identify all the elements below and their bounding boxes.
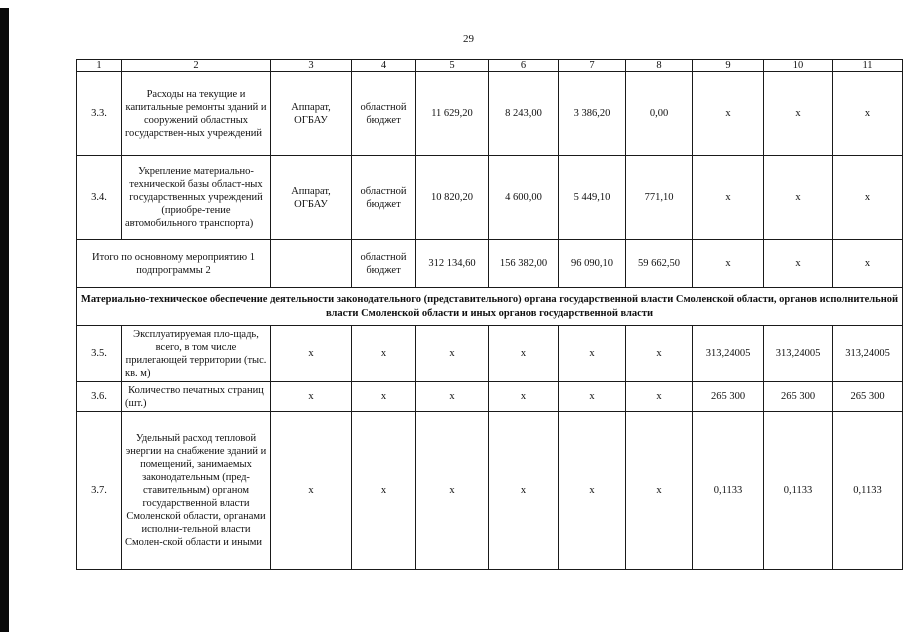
row-number: 3.6. xyxy=(77,382,122,412)
value-cell: 59 662,50 xyxy=(626,240,693,288)
executor-cell xyxy=(271,240,352,288)
source-cell: областной бюджет xyxy=(352,72,416,156)
table-row xyxy=(77,412,903,570)
page-number: 29 xyxy=(463,33,474,45)
section-title: Материально-техническое обеспечение деятельности законодательного (представительного) органа государственной власти Смоленской области, органов исполнительной власти Смоленской области и иных органов государственной власти xyxy=(77,288,903,326)
value-cell: х xyxy=(764,72,833,156)
value-cell: х xyxy=(489,382,559,412)
scan-edge-bar xyxy=(0,8,9,632)
total-row xyxy=(77,240,903,288)
column-header: 10 xyxy=(764,60,833,72)
value-cell: 265 300 xyxy=(693,382,764,412)
row-number: 3.7. xyxy=(77,412,122,570)
value-cell: х xyxy=(352,412,416,570)
value-cell: х xyxy=(559,382,626,412)
executor-cell: Аппарат, ОГБАУ xyxy=(271,156,352,240)
column-header: 3 xyxy=(271,60,352,72)
value-cell: х xyxy=(626,382,693,412)
value-cell: 0,00 xyxy=(626,72,693,156)
value-cell: 313,24005 xyxy=(764,326,833,382)
value-cell: х xyxy=(764,156,833,240)
value-cell: 0,1133 xyxy=(833,412,903,570)
row-number: 3.3. xyxy=(77,72,122,156)
table-row xyxy=(77,326,903,382)
value-cell: х xyxy=(833,240,903,288)
value-cell: 0,1133 xyxy=(764,412,833,570)
row-name: Количество печатных страниц (шт.) xyxy=(122,382,271,412)
row-name: Укрепление материально-технической базы област-ных государственных учреждений (приобре-тение автомобильного транспорта) xyxy=(122,156,271,240)
value-cell: х xyxy=(833,156,903,240)
value-cell: х xyxy=(271,382,352,412)
value-cell: 4 600,00 xyxy=(489,156,559,240)
value-cell: х xyxy=(693,240,764,288)
value-cell: х xyxy=(489,412,559,570)
value-cell: х xyxy=(559,412,626,570)
value-cell: 313,24005 xyxy=(693,326,764,382)
value-cell: 312 134,60 xyxy=(416,240,489,288)
value-cell: 8 243,00 xyxy=(489,72,559,156)
table-row xyxy=(77,156,903,240)
value-cell: 3 386,20 xyxy=(559,72,626,156)
value-cell: х xyxy=(271,412,352,570)
program-table xyxy=(76,59,903,570)
column-header: 8 xyxy=(626,60,693,72)
column-header: 6 xyxy=(489,60,559,72)
column-header: 2 xyxy=(122,60,271,72)
row-name: Эксплуатируемая пло-щадь, всего, в том числе прилегающей территории (тыс. кв. м) xyxy=(122,326,271,382)
column-header: 7 xyxy=(559,60,626,72)
value-cell: х xyxy=(764,240,833,288)
value-cell: 11 629,20 xyxy=(416,72,489,156)
value-cell: 10 820,20 xyxy=(416,156,489,240)
value-cell: х xyxy=(489,326,559,382)
table-row xyxy=(77,382,903,412)
section-row xyxy=(77,288,903,326)
value-cell: 265 300 xyxy=(833,382,903,412)
value-cell: х xyxy=(416,326,489,382)
row-number: 3.4. xyxy=(77,156,122,240)
value-cell: х xyxy=(833,72,903,156)
column-header: 1 xyxy=(77,60,122,72)
column-header: 11 xyxy=(833,60,903,72)
source-cell: областной бюджет xyxy=(352,240,416,288)
value-cell: 313,24005 xyxy=(833,326,903,382)
value-cell: х xyxy=(352,326,416,382)
value-cell: 771,10 xyxy=(626,156,693,240)
column-header: 5 xyxy=(416,60,489,72)
value-cell: х xyxy=(416,412,489,570)
value-cell: х xyxy=(416,382,489,412)
value-cell: х xyxy=(559,326,626,382)
total-label: Итого по основному мероприятию 1 подпрограммы 2 xyxy=(77,240,271,288)
column-header: 4 xyxy=(352,60,416,72)
column-number-row xyxy=(77,60,903,72)
value-cell: 96 090,10 xyxy=(559,240,626,288)
value-cell: х xyxy=(352,382,416,412)
value-cell: 265 300 xyxy=(764,382,833,412)
source-cell: областной бюджет xyxy=(352,156,416,240)
value-cell: х xyxy=(626,326,693,382)
row-name: Расходы на текущие и капитальные ремонты зданий и сооружений областных государствен-ных учреждений xyxy=(122,72,271,156)
value-cell: х xyxy=(693,156,764,240)
column-header: 9 xyxy=(693,60,764,72)
value-cell: 0,1133 xyxy=(693,412,764,570)
value-cell: х xyxy=(271,326,352,382)
table-row xyxy=(77,72,903,156)
value-cell: 5 449,10 xyxy=(559,156,626,240)
value-cell: 156 382,00 xyxy=(489,240,559,288)
value-cell: х xyxy=(693,72,764,156)
row-name: Удельный расход тепловой энергии на снабжение зданий и помещений, занимаемых законодательным (пред-ставительным) органом государственной власти Смоленской области, органами исполни-тельной власти Смолен-ской области и иными xyxy=(122,412,271,570)
value-cell: х xyxy=(626,412,693,570)
row-number: 3.5. xyxy=(77,326,122,382)
executor-cell: Аппарат, ОГБАУ xyxy=(271,72,352,156)
